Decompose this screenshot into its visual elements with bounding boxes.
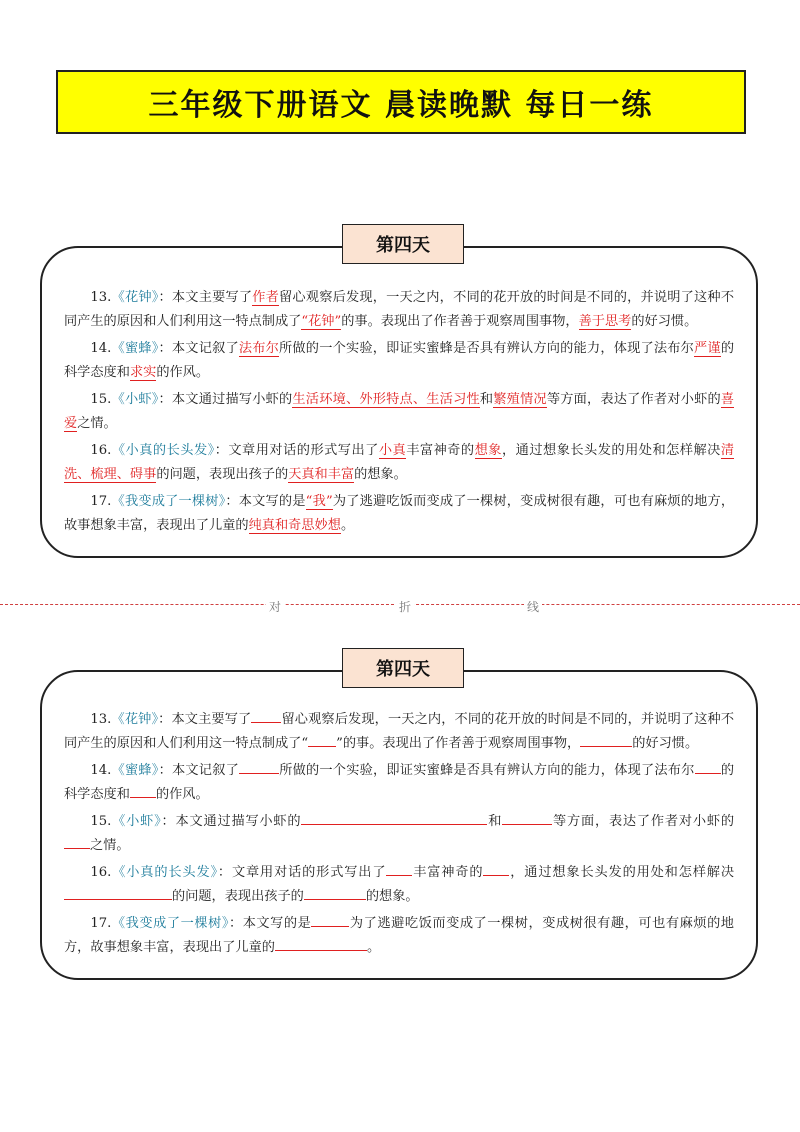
fill-blank[interactable]: [308, 732, 336, 747]
fold-label: 线: [524, 598, 542, 615]
exercise-item-17: 17.《我变成了一棵树》：本文写的是 为了逃避吃饭而变成了一棵树，变成树很有趣，可也有麻烦的地方，故事想象丰富，表现出了儿童的 。: [64, 912, 734, 960]
answer-item-14: 14.《蜜蜂》：本文记叙了法布尔所做的一个实验，即证实蜜蜂是否具有辨认方向的能力，体现了法布尔严谨的科学态度和求实的作风。: [64, 341, 735, 380]
fill-blank[interactable]: [502, 810, 552, 825]
fill-blank[interactable]: [275, 936, 367, 951]
exercise-content: [64, 708, 734, 963]
answer-item-16: 16.《小真的长头发》：文章用对话的形式写出了小真丰富神奇的想象，通过想象长头发的用处和怎样解决清洗、梳理、碍事的问题，表现出孩子的天真和丰富的想象。: [64, 443, 735, 482]
answer-card: [40, 246, 758, 558]
fill-blank[interactable]: [304, 885, 366, 900]
answer-text: 想象: [474, 443, 502, 458]
answer-text: 生活环境、外形特点、生活习性: [292, 392, 480, 407]
answer-text: 清洗、梳理、碍事: [64, 443, 735, 482]
exercise-item-14: 14.《蜜蜂》：本文记叙了 所做的一个实验，即证实蜜蜂是否具有辨认方向的能力，体现了法布尔 的科学态度和 的作风。: [64, 759, 734, 807]
answer-text: 繁殖情况: [493, 392, 547, 407]
fill-blank[interactable]: [130, 783, 156, 798]
answer-text: “我”: [305, 494, 333, 509]
answer-item-15: 15.《小虾》：本文通过描写小虾的生活环境、外形特点、生活习性和繁殖情况等方面，表达了作者对小虾的喜爱之情。: [64, 392, 735, 431]
fill-blank[interactable]: [239, 759, 279, 774]
answer-text: 天真和丰富: [288, 467, 355, 482]
fill-blank[interactable]: [251, 708, 281, 723]
page-title: 三年级下册语文 晨读晚默 每日一练: [148, 88, 654, 123]
exercise-item-13: 13.《花钟》：本文主要写了 留心观察后发现，一天之内，不同的花开放的时间是不同的，并说明了这种不同产生的原因和人们利用这一特点制成了“ ”的事。表现出了作者善于观察周围事物， 的好习惯。: [64, 708, 734, 756]
fill-blank[interactable]: [311, 912, 349, 927]
fill-blank[interactable]: [386, 861, 412, 876]
answer-text: “花钟”: [301, 314, 342, 329]
answer-text: 严谨: [694, 341, 721, 356]
answer-text: 作者: [252, 290, 280, 305]
header-banner: [56, 70, 746, 134]
exercise-item-16: 16.《小真的长头发》：文章用对话的形式写出了 丰富神奇的 ，通过想象长头发的用处和怎样解决的问题，表现出孩子的 的想象。: [64, 861, 734, 909]
day-tab-answers: 第四天: [342, 224, 464, 264]
answer-content: [64, 286, 734, 541]
fold-label: 折: [396, 598, 414, 615]
answer-item-13: 13.《花钟》：本文主要写了作者留心观察后发现，一天之内，不同的花开放的时间是不同的，并说明了这种不同产生的原因和人们利用这一特点制成了“花钟”的事。表现出了作者善于观察周围事物，善于思考的好习惯。: [64, 290, 735, 329]
fill-blank[interactable]: [483, 861, 509, 876]
fill-blank[interactable]: [64, 885, 172, 900]
answer-text: 善于思考: [578, 314, 632, 329]
fill-blank[interactable]: [580, 732, 632, 747]
answer-text: 法布尔: [238, 341, 280, 356]
day-tab-exercise: 第四天: [342, 648, 464, 688]
fold-label: 对: [266, 598, 284, 615]
answer-text: 纯真和奇思妙想: [248, 518, 341, 533]
answer-text: 求实: [129, 365, 157, 380]
answer-text: 小真: [378, 443, 407, 458]
answer-item-17: 17.《我变成了一棵树》：本文写的是“我”为了逃避吃饭而变成了一棵树，变成树很有趣，可也有麻烦的地方，故事想象丰富，表现出了儿童的纯真和奇思妙想。: [64, 494, 735, 533]
exercise-card: [40, 670, 758, 980]
fill-blank[interactable]: [695, 759, 721, 774]
fill-blank[interactable]: [64, 834, 90, 849]
answer-text: 喜爱: [64, 392, 735, 431]
fill-blank[interactable]: [301, 810, 487, 825]
exercise-item-15: 15.《小虾》：本文通过描写小虾的 和 等方面，表达了作者对小虾的之情。: [64, 810, 734, 858]
